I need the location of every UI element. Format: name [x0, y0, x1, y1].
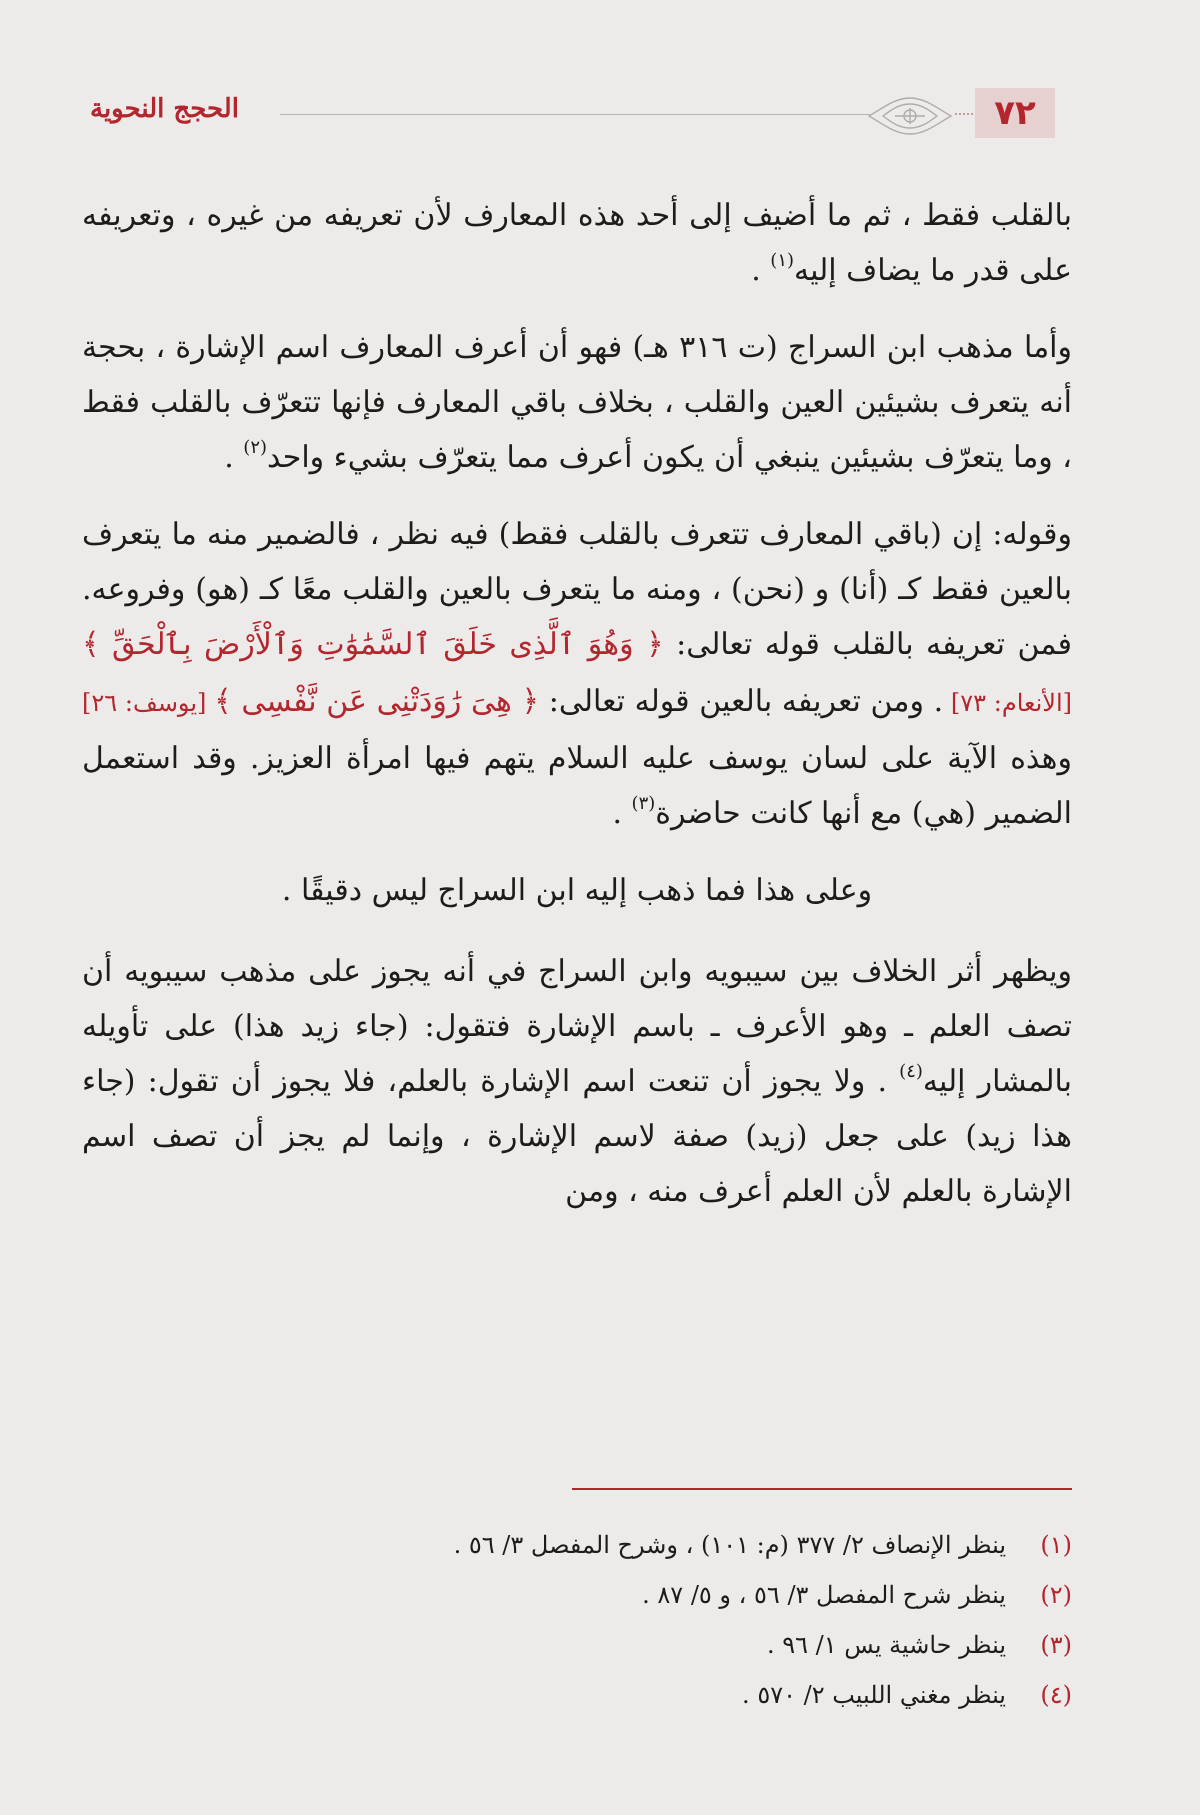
footnotes	[82, 1520, 1072, 1720]
footnote-marker: (١)	[770, 250, 795, 271]
footnote-text: ينظر مغني اللبيب ٢/ ٥٧٠ .	[742, 1681, 1006, 1709]
page-number-box	[975, 88, 1055, 138]
quran-reference: [الأنعام: ٧٣]	[943, 689, 1072, 717]
footnote-text: ينظر شرح المفصل ٣/ ٥٦ ، و ٥/ ٨٧ .	[642, 1581, 1006, 1609]
footnote	[82, 1520, 1072, 1570]
paragraph-text: . ومن تعريفه بالعين قوله تعالى:	[539, 684, 944, 719]
footnote-number: (١)	[1040, 1531, 1072, 1559]
arabesque-ornament-icon	[865, 94, 955, 138]
paragraph	[82, 944, 1072, 1219]
page-number: ٧٢	[994, 93, 1036, 133]
footnote-number: (٣)	[1040, 1631, 1072, 1659]
quran-reference: [يوسف: ٢٦]	[82, 689, 215, 717]
footnote	[82, 1620, 1072, 1670]
paragraph-text: . ولا يجوز أن تنعت اسم الإشارة بالعلم، فلا يجوز أن تقول: (جاء هذا زيد) على جعل (زيد) صفة لاسم الإشارة ، وإنما لم يجز أن تصف اسم الإشارة بالعلم لأن العلم أعرف منه ، ومن	[82, 1064, 1072, 1209]
header-rule	[280, 114, 870, 115]
paragraph-text: .	[612, 796, 632, 831]
header-dots	[955, 113, 973, 117]
paragraph-text: وعلى هذا فما ذهب إليه ابن السراج ليس دقيقًا .	[281, 873, 873, 908]
paragraph-text: وقوله: إن (باقي المعارف تتعرف بالقلب فقط) فيه نظر ، فالضمير منه ما يتعرف بالعين فقط كـ (أنا) و (نحن) ، ومنه ما يتعرف بالعين والقلب معًا كـ (هو) وفروعه. فمن تعريفه بالقلب قوله تعالى:	[82, 517, 1072, 662]
footnote-text: ينظر حاشية يس ١/ ٩٦ .	[766, 1631, 1006, 1659]
footnote-marker: (٣)	[631, 793, 656, 814]
footnote	[82, 1670, 1072, 1720]
paragraph	[82, 863, 1072, 918]
paragraph-text: بالقلب فقط ، ثم ما أضيف إلى أحد هذه المعارف لأن تعريفه من غيره ، وتعريفه على قدر ما يضاف إليه	[82, 198, 1072, 288]
footnote-marker: (٤)	[899, 1061, 923, 1082]
paragraph	[82, 188, 1072, 298]
paragraph-text: ويظهر أثر الخلاف بين سيبويه وابن السراج في أنه يجوز على مذهب سيبويه أن تصف العلم ـ وهو الأعرف ـ باسم الإشارة فتقول: (جاء زيد هذا) على تأويله بالمشار إليه	[82, 954, 1073, 1099]
page-header	[90, 88, 1055, 148]
paragraph-text: .	[751, 253, 771, 288]
paragraph	[82, 507, 1072, 841]
paragraph	[82, 320, 1072, 485]
running-title: الحجج النحوية	[90, 94, 239, 124]
footnote-marker: (٢)	[243, 437, 268, 458]
paragraph-text: وأما مذهب ابن السراج (ت ٣١٦ هـ) فهو أن أعرف المعارف اسم الإشارة ، بحجة أنه يتعرف بشيئين العين والقلب ، بخلاف باقي المعارف فإنها تتعرّف بالقلب فقط ، وما يتعرّف بشيئين ينبغي أن يكون أعرف مما يتعرّف بشيء واحد	[82, 330, 1072, 475]
footnote-number: (٤)	[1040, 1681, 1072, 1709]
paragraph-text: وهذه الآية على لسان يوسف عليه السلام يتهم فيها امرأة العزيز. وقد استعمل الضمير (هي) مع أنها كانت حاضرة	[82, 741, 1072, 831]
footnote-rule	[572, 1488, 1072, 1490]
paragraph-text: .	[224, 440, 244, 475]
quran-quote: ﴿ هِىَ رَٰوَدَتْنِى عَن نَّفْسِى ﴾	[214, 684, 540, 719]
footnote	[82, 1570, 1072, 1620]
footnote-number: (٢)	[1040, 1581, 1072, 1609]
footnote-text: ينظر الإنصاف ٢/ ٣٧٧ (م: ١٠١) ، وشرح المفصل ٣/ ٥٦ .	[453, 1531, 1006, 1559]
body-text	[82, 188, 1072, 1241]
quran-quote: ﴿ وَهُوَ ٱلَّذِى خَلَقَ ٱلسَّمَٰوَٰتِ وَٱلْأَرْضَ بِٱلْحَقِّ ﴾	[82, 627, 664, 662]
